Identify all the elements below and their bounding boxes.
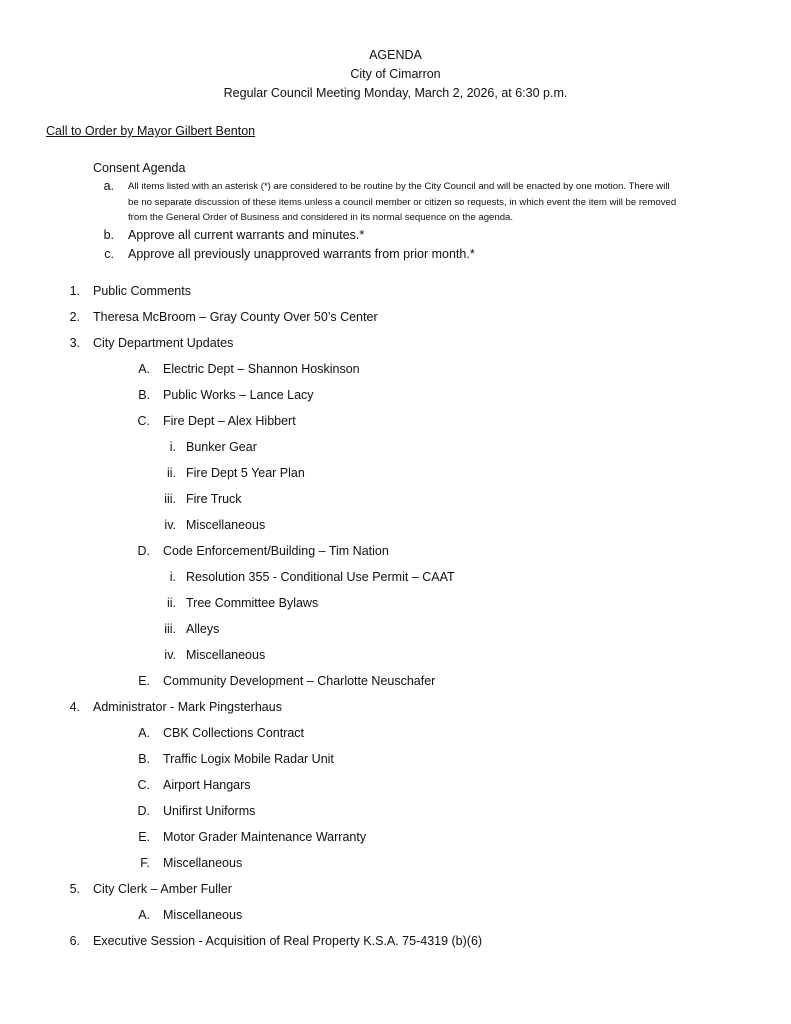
- agenda-item: Bunker Gear: [186, 440, 257, 454]
- agenda-item: Resolution 355 - Conditional Use Permit – CAAT: [186, 570, 455, 584]
- list-marker: A.: [138, 362, 150, 376]
- agenda-item: Public Works – Lance Lacy: [163, 388, 314, 402]
- list-marker: ii.: [166, 466, 176, 480]
- list-marker: A.: [138, 726, 150, 740]
- consent-item: Approve all previously unapproved warrants from prior month.*: [128, 247, 475, 261]
- agenda-item: Motor Grader Maintenance Warranty: [163, 830, 367, 844]
- agenda-item: Miscellaneous: [163, 856, 243, 870]
- agenda-item: Electric Dept – Shannon Hoskinson: [163, 362, 360, 376]
- list-marker: a.: [103, 179, 114, 193]
- agenda-item: City Clerk – Amber Fuller: [93, 882, 232, 896]
- agenda-item: Theresa McBroom – Gray County Over 50’s Center: [93, 310, 378, 324]
- list-marker: 3.: [69, 336, 80, 350]
- list-marker: iii.: [164, 622, 176, 636]
- agenda-item: Alleys: [186, 622, 220, 636]
- list-marker: D.: [137, 544, 150, 558]
- list-marker: E.: [138, 830, 150, 844]
- list-marker: iii.: [164, 492, 176, 506]
- city-name: City of Cimarron: [350, 67, 441, 81]
- list-marker: D.: [137, 804, 150, 818]
- agenda-item: City Department Updates: [93, 336, 234, 350]
- list-marker: A.: [138, 908, 150, 922]
- list-marker: B.: [138, 752, 150, 766]
- list-marker: i.: [169, 570, 176, 584]
- list-marker: i.: [169, 440, 176, 454]
- agenda-item: Airport Hangars: [163, 778, 251, 792]
- agenda-item: Administrator - Mark Pingsterhaus: [93, 700, 282, 714]
- agenda-item: Fire Dept – Alex Hibbert: [163, 414, 296, 428]
- list-marker: 2.: [69, 310, 80, 324]
- agenda-item: Executive Session - Acquisition of Real Property K.S.A. 75-4319 (b)(6): [93, 934, 483, 948]
- agenda-title: AGENDA: [369, 48, 422, 62]
- agenda-item: Tree Committee Bylaws: [186, 596, 319, 610]
- agenda-item: Community Development – Charlotte Neuschafer: [163, 674, 436, 688]
- list-marker: 4.: [69, 700, 80, 714]
- list-marker: ii.: [166, 596, 176, 610]
- list-marker: B.: [138, 388, 150, 402]
- list-marker: E.: [138, 674, 150, 688]
- list-marker: c.: [104, 247, 114, 261]
- list-marker: 1.: [69, 284, 80, 298]
- agenda-item: Miscellaneous: [186, 518, 266, 532]
- consent-heading: Consent Agenda: [93, 161, 186, 175]
- list-marker: C.: [137, 778, 150, 792]
- agenda-item: Public Comments: [93, 284, 191, 298]
- agenda-item: Miscellaneous: [186, 648, 266, 662]
- list-marker: F.: [140, 856, 150, 870]
- list-marker: iv.: [164, 648, 176, 662]
- consent-item: Approve all current warrants and minutes.*: [128, 228, 365, 242]
- call-to-order: Call to Order by Mayor Gilbert Benton: [46, 124, 256, 138]
- list-marker: C.: [137, 414, 150, 428]
- consent-text-line: All items listed with an asterisk (*) are considered to be routine by the City Council and will be enacted by one motion. There will: [128, 181, 670, 192]
- agenda-item: Traffic Logix Mobile Radar Unit: [163, 752, 334, 766]
- agenda-item: Fire Dept 5 Year Plan: [186, 466, 305, 480]
- agenda-item: Fire Truck: [186, 492, 242, 506]
- list-marker: 5.: [69, 882, 80, 896]
- consent-text-line: be no separate discussion of these items unless a council member or citizen so requests, in which event the item will be removed: [128, 197, 677, 208]
- agenda-item: Miscellaneous: [163, 908, 243, 922]
- list-marker: b.: [103, 228, 114, 242]
- meeting-info: Regular Council Meeting Monday, March 2, 2026, at 6:30 p.m.: [223, 86, 568, 100]
- agenda-item: Code Enforcement/Building – Tim Nation: [163, 544, 389, 558]
- list-marker: 6.: [69, 934, 80, 948]
- list-marker: iv.: [164, 518, 176, 532]
- agenda-item: CBK Collections Contract: [163, 726, 305, 740]
- consent-text-line: from the General Order of Business and considered in its normal sequence on the agenda.: [128, 212, 514, 223]
- agenda-item: Unifirst Uniforms: [163, 804, 256, 818]
